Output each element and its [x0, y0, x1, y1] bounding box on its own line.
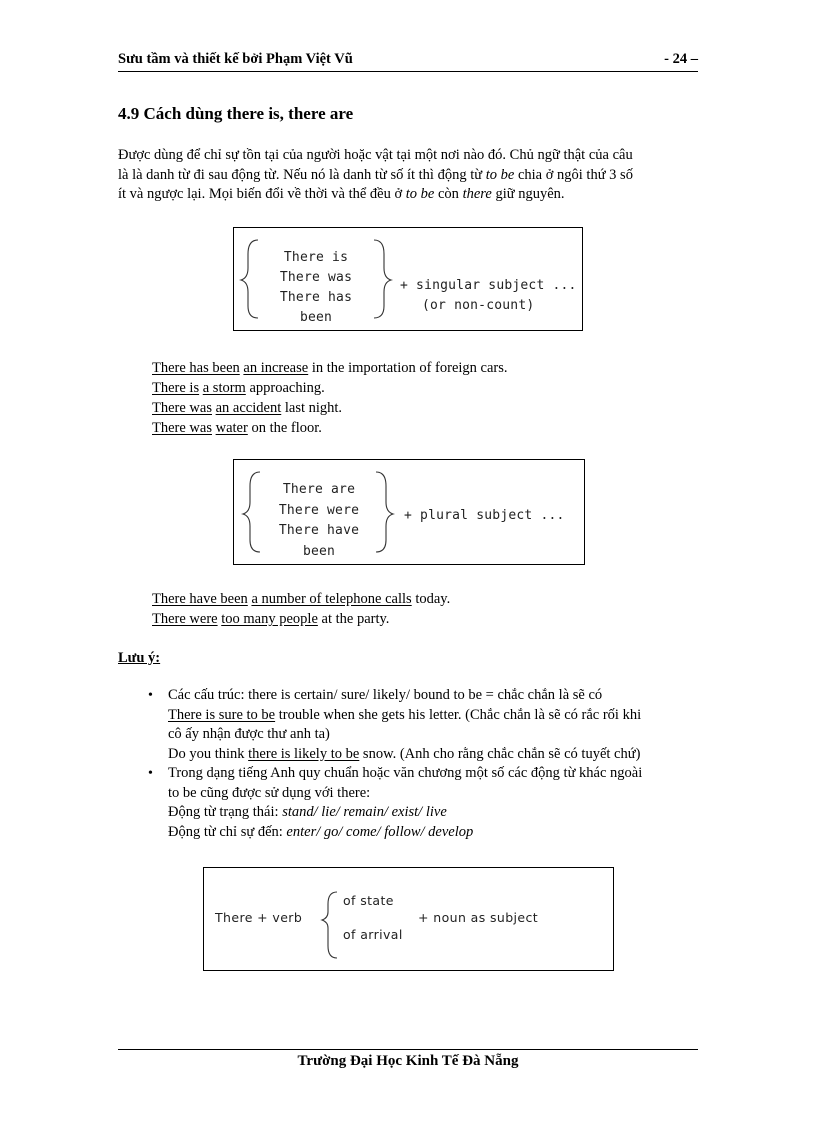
box3-subject: There + verb [215, 910, 303, 925]
text-line: Các cấu trúc: there is certain/ sure/ likely/ bound to be = chắc chắn là sẽ có [168, 687, 603, 703]
underlined: There has been [152, 360, 240, 376]
text-line [168, 803, 708, 823]
verb-forms-list [260, 248, 372, 328]
underlined: There was [152, 420, 212, 436]
text: giữ nguyên. [491, 186, 565, 202]
italic-term: to be [485, 166, 515, 183]
list-item [148, 764, 708, 842]
page-footer: Trường Đại Học Kinh Tế Đà Nẵng [297, 1053, 519, 1069]
plural-structure-box [233, 459, 585, 565]
example-sentence [152, 609, 450, 629]
notes-list [148, 686, 708, 842]
note-title: Lưu ý: [118, 650, 161, 666]
text-line: to be cũng được sử dụng với there: [168, 784, 371, 801]
verb-forms-list [260, 480, 378, 562]
page-header [118, 51, 698, 72]
result-note: (or non-count) [422, 298, 535, 313]
verb-form: There are [282, 482, 356, 497]
header-page-number: - 24 – [664, 51, 698, 67]
text: còn [434, 186, 463, 202]
example-sentence [152, 589, 450, 609]
italic-term: to be [405, 186, 435, 202]
result-text: + singular subject ... [400, 278, 577, 293]
header-author: Sưu tầm và thiết kế bởi Phạm Việt Vũ [118, 51, 353, 67]
box3-result: + noun as subject [418, 910, 539, 925]
italic-term: stand/ lie/ remain/ exist/ live [282, 804, 447, 820]
intro-line [118, 185, 698, 205]
intro-paragraph [118, 146, 698, 205]
text: Động từ trạng thái: [168, 804, 283, 820]
text: snow. (Anh cho rằng chắc chắn sẽ có tuyết chứ) [359, 745, 641, 762]
text: at the party. [317, 611, 390, 627]
left-brace [243, 472, 260, 552]
text: ít và ngược lại. Mọi biến đổi về thời và thể đều ở [118, 186, 406, 202]
list-item [148, 686, 708, 764]
verb-form: There has been [279, 290, 353, 325]
right-brace [376, 472, 393, 552]
bullet-icon: • [148, 688, 153, 703]
text: in the importation of foreign cars. [308, 360, 508, 376]
section-title: 4.9 Cách dùng there is, there are [118, 104, 354, 123]
italic-term: there [462, 186, 492, 202]
box2-result: + plural subject ... [404, 508, 565, 523]
text-line: cô ấy nhận được thư anh ta) [168, 726, 330, 742]
verb-structure-box [203, 867, 614, 971]
text: today. [411, 591, 451, 607]
singular-structure-box [233, 227, 583, 331]
text: last night. [281, 400, 343, 416]
examples-plural [152, 589, 450, 629]
verb-form: There were [278, 502, 360, 518]
box3-option: of arrival [343, 927, 403, 942]
right-brace [374, 240, 391, 318]
text-line [168, 823, 708, 843]
underlined: There were [152, 611, 218, 627]
box1-result [400, 276, 577, 316]
verb-form: There is [283, 250, 349, 265]
intro-line [118, 166, 698, 186]
underlined: There is sure to be [168, 706, 276, 723]
text: Động từ chỉ sự đến: [168, 823, 287, 840]
text: là là danh từ đi sau động từ. Nếu nó là danh từ số ít thì động từ [118, 166, 486, 183]
examples-singular [152, 358, 508, 438]
example-sentence [152, 398, 508, 418]
left-brace [322, 892, 337, 958]
text-line [168, 745, 708, 765]
text: on the floor. [247, 420, 322, 436]
text-line: Trong dạng tiếng Anh quy chuẩn hoặc văn chương một số các động từ khác ngoài [168, 765, 643, 781]
left-brace [241, 240, 258, 318]
bullet-icon: • [148, 766, 153, 781]
footer-rule [118, 1049, 698, 1050]
underlined: There have been [152, 591, 248, 607]
underlined: too many people [221, 611, 318, 627]
underlined: a storm [202, 380, 246, 396]
underlined: an increase [243, 360, 309, 376]
box3-option: of state [343, 893, 394, 908]
underlined: There is [152, 380, 200, 396]
verb-form: There was [279, 270, 353, 285]
italic-term: enter/ go/ come/ follow/ develop [286, 823, 474, 840]
text: trouble when she gets his letter. (Chắc chắn là sẽ có rắc rối khi [275, 706, 642, 723]
example-sentence [152, 418, 508, 438]
intro-line [118, 146, 698, 166]
text-line [168, 706, 708, 726]
underlined: water [215, 420, 248, 436]
example-sentence [152, 378, 508, 398]
underlined: an accident [215, 400, 282, 416]
example-sentence [152, 358, 508, 378]
text: chia ở ngôi thứ 3 số [514, 166, 633, 183]
text: Do you think [168, 745, 249, 762]
text: approaching. [245, 380, 325, 396]
underlined: there is likely to be [248, 745, 360, 762]
text: Được dùng để chỉ sự tồn tại của người hoặc vật tại một nơi nào đó. Chủ ngữ thật của câu [118, 147, 633, 163]
underlined: a number of telephone calls [251, 591, 412, 607]
underlined: There was [152, 400, 212, 416]
verb-form: There have been [278, 523, 360, 559]
